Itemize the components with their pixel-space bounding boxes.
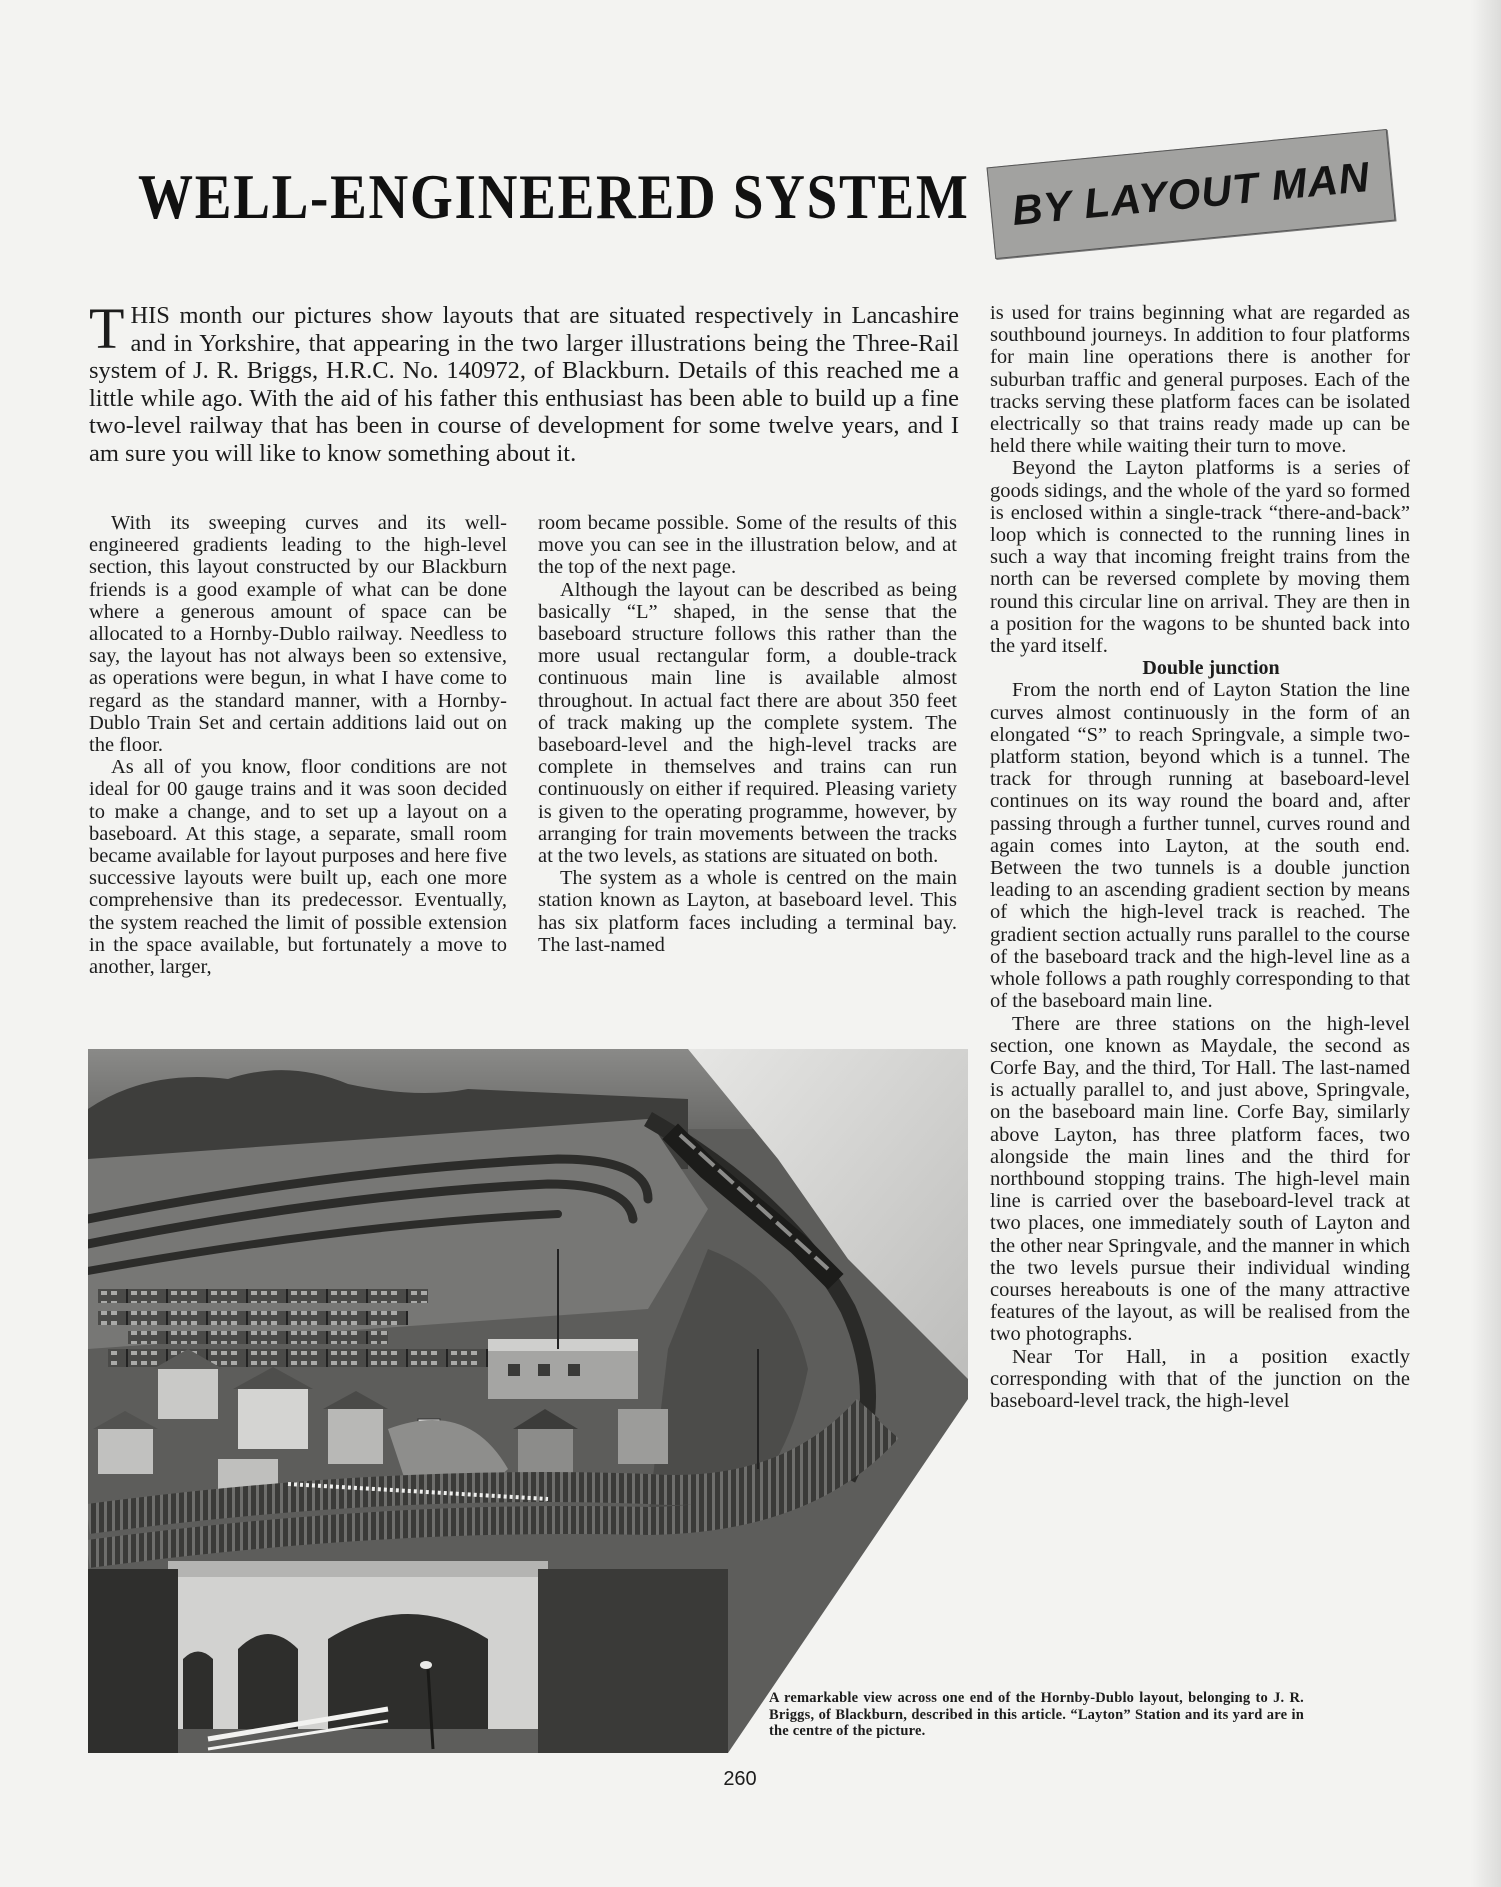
column3-paragraph-5: Near Tor Hall, in a position exactly corresponding with that of the junction on the baseboard-level track, the high-level <box>990 1345 1410 1412</box>
text-column-2 <box>538 512 957 956</box>
byline-text: BY LAYOUT MAN <box>1009 152 1372 235</box>
column3-paragraph-2: Beyond the Layton platforms is a series of goods sidings, and the whole of the yard so formed is enclosed within a single-track “there-and-back” loop which is connected to the running lines in such a way that incoming freight trains from the north can be reversed complete by moving them round this circular line on arrival. They are then in a position for the wagons to be shunted back into the yard itself. <box>990 457 1410 658</box>
column3-paragraph-4: There are three stations on the high-level section, one known as Maydale, the second as Corfe Bay, and the third, Tor Hall. The last-named is actually parallel to, and just above, Springvale, on the baseboard main line. Corfe Bay, similarly above Layton, has three platform faces, two alongside the main lines and the third for northbound stopping trains. The high-level main line is carried over the baseboard-level track at two places, one immediately south of Layton and the other near Springvale, and the manner in which the two levels pursue their individual winding courses hereabouts is one of the many attractive features of the layout, as will be realised from the two photographs. <box>990 1012 1410 1346</box>
page-edge-shadow <box>1471 0 1501 1887</box>
column2-paragraph-1: room became possible. Some of the results of this move you can see in the illustration below, and at the top of the next page. <box>538 512 957 579</box>
article-title: WELL-ENGINEERED SYSTEM <box>138 161 970 232</box>
intro-paragraph <box>89 296 959 468</box>
layout-photograph <box>88 1049 968 1753</box>
column1-paragraph-2: As all of you know, floor conditions are not ideal for 00 gauge trains and it was soon decided to make a change, and to set up a layout on a baseboard. At this stage, a separate, small room became available for layout purposes and here five successive layouts were built up, each one more comprehensive than its predecessor. Eventually, the system reached the limit of possible extension in the space available, but fortunately a move to another, larger, <box>89 756 507 979</box>
model-railway-photo <box>88 1049 968 1753</box>
column1-paragraph-1: With its sweeping curves and its well-engineered gradients leading to the high-level section, this layout constructed by our Blackburn friends is a good example of what can be done where a generous amount of space can be allocated to a Hornby-Dublo railway. Needless to say, the layout has not always been so extensive, as operations were begun, in what I have come to regard as the standard manner, with a Hornby-Dublo Train Set and certain additions laid out on the floor. <box>89 512 507 757</box>
photo-caption: A remarkable view across one end of the Hornby-Dublo layout, belonging to J. R. Briggs, of Blackburn, described in this article. “Layton” Station and its yard are in the centre of the picture. <box>769 1690 1304 1739</box>
column2-paragraph-2: Although the layout can be described as being basically “L” shaped, in the sense that the baseboard structure follows this rather than the more usual rectangular form, a double-track continuous main line is available almost throughout. In actual fact there are about 350 feet of track making up the complete system. The baseboard-level and the high-level tracks are complete in themselves and trains can run continuously on either if required. Pleasing variety is given to the operating programme, however, by arranging for train movements between the tracks at the two levels, as stations are situated on both. <box>538 578 957 868</box>
column3-paragraph-1: is used for trains beginning what are regarded as southbound journeys. In addition to four platforms for main line operations there is another for suburban traffic and general purposes. Each of the tracks serving these platform faces can be isolated electrically so that trains ready made up can be held there while waiting their turn to move. <box>990 302 1410 458</box>
subheading-double-junction: Double junction <box>1142 657 1280 680</box>
drop-cap: T <box>89 296 125 361</box>
byline-banner <box>987 129 1396 259</box>
text-column-1 <box>89 512 507 978</box>
column3-paragraph-3: From the north end of Layton Station the line curves almost continuously in the form of an elongated “S” to reach Springvale, a simple two-platform station, beyond which is a tunnel. The track for through running at baseboard-level continues on its way round the board and, after passing through a further tunnel, curves round and again comes into Layton, at the south end. Between the two tunnels is a double junction leading to an ascending gradient section by means of which the high-level track is reached. The gradient section actually runs parallel to the course of the baseboard track and the high-level line as a whole follows a path roughly corresponding to that of the baseboard main line. <box>990 679 1410 1013</box>
column2-paragraph-3: The system as a whole is centred on the main station known as Layton, at baseboard level. This has six platform faces including a terminal bay. The last-named <box>538 867 957 956</box>
intro-text: HIS month our pictures show layouts that are situated respectively in Lancashire and in Yorkshire, that appearing in the two larger illustrations being the Three-Rail system of J. R. Briggs, H.R.C. No. 140972, of Blackburn. Details of this reached me a little while ago. With the aid of his father this enthusiast has been able to build up a fine two-level railway that has been in course of development for some twelve years, and I am sure you will like to know something about it. <box>89 302 959 467</box>
text-column-3 <box>990 302 1410 1412</box>
page-number: 260 <box>723 1768 757 1790</box>
